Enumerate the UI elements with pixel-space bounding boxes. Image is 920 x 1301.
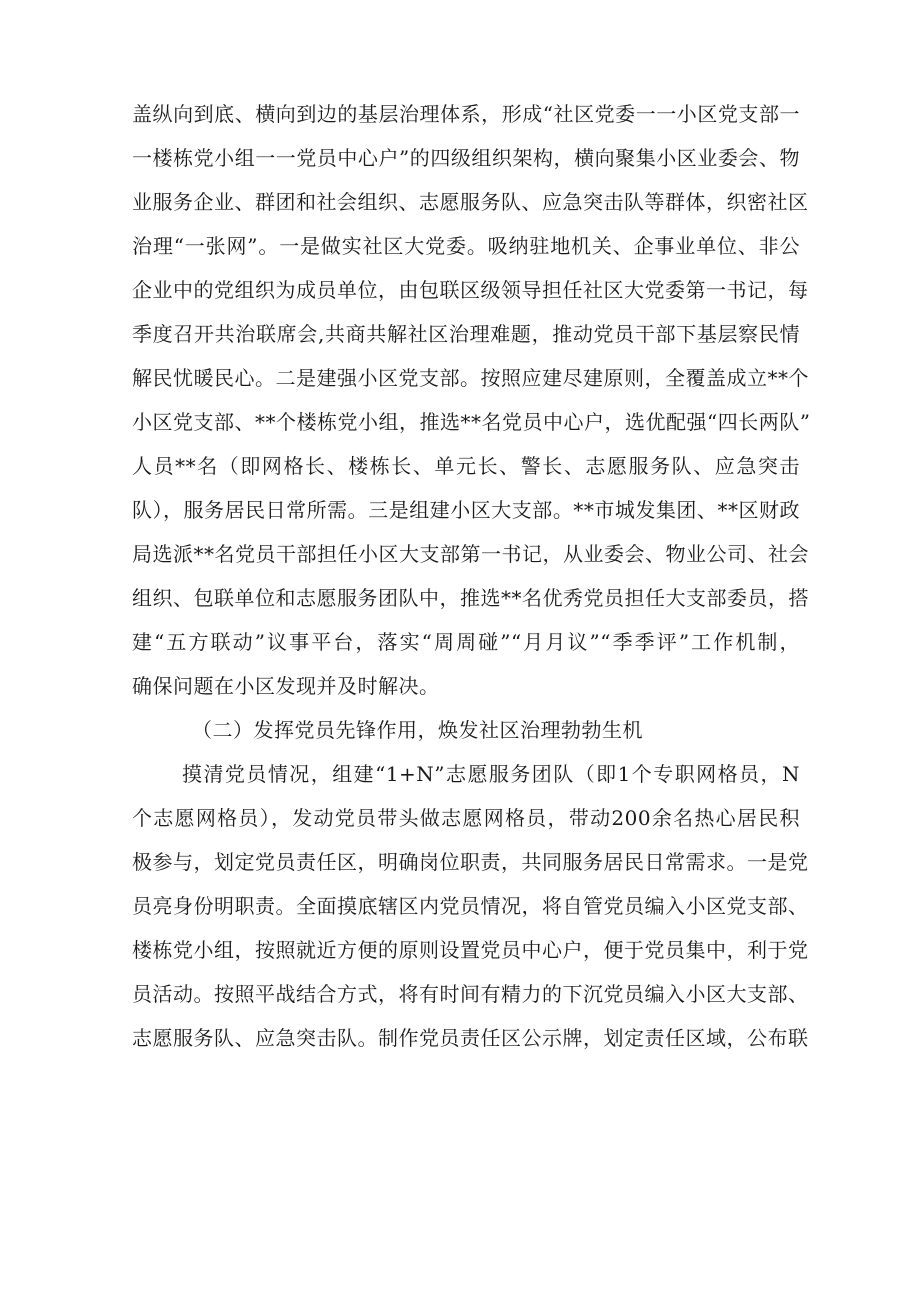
text-line: 盖纵向到底、横向到边的基层治理体系，形成“社区党委一一小区党支部一 xyxy=(132,102,800,126)
text-line: 局选派**名党员干部担任小区大支部第一书记，从业委会、物业公司、社会 xyxy=(132,542,809,566)
text-line: 一楼栋党小组一一党员中心户”的四级组织架构，横向聚集小区业委会、物 xyxy=(132,146,800,170)
text-line: 治理“一张网”。一是做实社区大党委。吸纳驻地机关、企事业单位、非公 xyxy=(132,234,800,258)
text-line: 极参与，划定党员责任区，明确岗位职责，共同服务居民日常需求。一是党 xyxy=(132,850,809,874)
text-line: 员亮身份明职责。全面摸底辖区内党员情况，将自管党员编入小区党支部、 xyxy=(132,894,809,918)
text-line: 队），服务居民日常所需。三是组建小区大支部。**市城发集团、**区财政 xyxy=(132,498,800,522)
text-line: 摸清党员情况，组建“1+N”志愿服务团队（即1个专职网格员，N xyxy=(182,762,800,786)
text-line: 志愿服务队、应急突击队。制作党员责任区公示牌，划定责任区域，公布联 xyxy=(132,1026,809,1050)
paragraph xyxy=(132,752,809,1060)
text-line: 企业中的党组织为成员单位，由包联区级领导担任社区大党委第一书记，每 xyxy=(132,278,809,302)
text-line: 楼栋党小组，按照就近方便的原则设置党员中心户，便于党员集中，利于党 xyxy=(132,938,809,962)
text-line: 组织、包联单位和志愿服务团队中，推选**名优秀党员担任大支部委员，搭 xyxy=(132,586,809,610)
paragraph xyxy=(132,92,811,708)
section-heading: （二）发挥党员先锋作用，焕发社区治理勃勃生机 xyxy=(192,718,643,742)
text-line: 建“五方联动”议事平台，落实“周周碰”“月月议”“季季评”工作机制， xyxy=(132,630,800,654)
text-line: 小区党支部、**个楼栋党小组，推选**名党员中心户，选优配强“四长两队” xyxy=(132,410,811,434)
text-line: 个志愿网格员），发动党员带头做志愿网格员，带动200余名热心居民积 xyxy=(132,806,800,830)
document-body xyxy=(132,92,811,1060)
text-line: 员活动。按照平战结合方式，将有时间有精力的下沉党员编入小区大支部、 xyxy=(132,982,809,1006)
text-line: 业服务企业、群团和社会组织、志愿服务队、应急突击队等群体，织密社区 xyxy=(132,190,809,214)
text-line: 季度召开共治联席会,共商共解社区治理难题，推动党员干部下基层察民情 xyxy=(132,322,800,346)
text-line: 解民忧暖民心。二是建强小区党支部。按照应建尽建原则，全覆盖成立**个 xyxy=(132,366,809,390)
text-line: 人员**名（即网格长、楼栋长、单元长、警长、志愿服务队、应急突击 xyxy=(132,454,800,478)
text-line: 确保问题在小区发现并及时解决。 xyxy=(132,674,440,698)
